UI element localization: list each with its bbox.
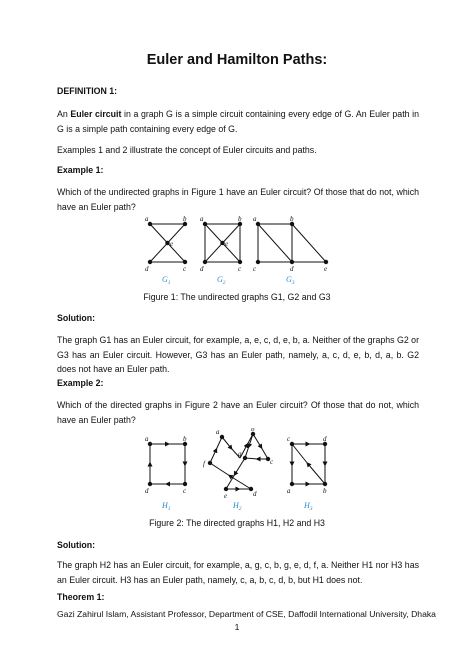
label-c: c — [183, 487, 187, 495]
h2-name: H — [233, 501, 239, 510]
page-footer: Gazi Zahirul Islam, Assistant Professor, Department of CSE, Daffodil International University, Dhaka — [57, 609, 436, 619]
figure1-graphs — [130, 212, 350, 284]
label-c: c — [253, 265, 257, 273]
solution2-heading: Solution: — [57, 540, 96, 550]
h2-sub: 2 — [238, 506, 242, 512]
solution1-text: The graph G1 has an Euler circuit, for example, a, e, c, d, e, b, a. Neither of the graphs G2 or G3 has an Euler circuit. However, G3 has an Euler path, namely, a, c, d, e, b, d, a, b. G2 does not have an Euler path. — [57, 335, 419, 374]
definition-pre: An — [57, 109, 71, 119]
h3-name: H — [304, 501, 310, 510]
svg-text:G1 — [162, 275, 171, 284]
label-e: e — [324, 265, 328, 273]
label-c: c — [238, 265, 242, 273]
graph-h2 — [210, 434, 268, 489]
label-b: b — [183, 215, 187, 223]
graph-names — [161, 501, 313, 512]
h1-name: H — [162, 501, 168, 510]
page-number: 1 — [234, 622, 240, 632]
label-d: d — [323, 435, 327, 443]
g1-name: G — [162, 275, 168, 284]
definition-post: in a graph G is a simple circuit containing every edge of G. An Euler path in G is a simple path containing every edge of G. — [57, 109, 419, 134]
g3-name: G — [286, 275, 292, 284]
label-g: g — [238, 450, 242, 458]
definition-term: Euler circuit — [70, 109, 122, 119]
label-d: d — [253, 490, 257, 498]
label-a: a — [253, 215, 257, 223]
figure2-caption: Figure 2: The directed graphs H1, H2 and H3 — [149, 518, 325, 528]
label-c: c — [287, 435, 291, 443]
svg-text:G3 — [286, 275, 295, 284]
label-b: b — [251, 428, 255, 433]
label-f: f — [203, 460, 205, 468]
label-a: a — [145, 215, 149, 223]
label-b: b — [238, 215, 242, 223]
h3-sub: 3 — [309, 506, 313, 512]
h1-sub: 1 — [167, 506, 171, 512]
definition-text — [57, 107, 419, 136]
svg-text:G2 — [217, 275, 226, 284]
label-d: d — [145, 487, 149, 495]
label-d: d — [200, 265, 204, 273]
svg-text:H3 — [303, 501, 313, 512]
label-c: c — [270, 458, 274, 466]
graph-h3 — [292, 444, 325, 484]
graph-names — [162, 275, 295, 284]
label-b: b — [290, 215, 294, 223]
label-d: d — [290, 265, 294, 273]
graph-g3 — [258, 224, 326, 262]
label-a: a — [287, 487, 291, 495]
label-d: d — [145, 265, 149, 273]
example1-heading: Example 1: — [57, 165, 104, 175]
label-e: e — [224, 492, 228, 500]
figure1-caption: Figure 1: The undirected graphs G1, G2 and G3 — [143, 292, 331, 302]
example2-heading: Example 2: — [57, 378, 104, 388]
example1-text: Which of the undirected graphs in Figure 1 have an Euler circuit? Of those that do not, which have an Euler path? — [57, 187, 419, 212]
label-a: a — [200, 215, 204, 223]
g2-name: G — [217, 275, 223, 284]
graph-h1-vertices — [148, 442, 187, 486]
definition-heading: DEFINITION 1: — [57, 86, 118, 96]
label-c: c — [183, 265, 187, 273]
intro-text: Examples 1 and 2 illustrate the concept of Euler circuits and paths. — [57, 145, 317, 155]
svg-text:H1 — [161, 501, 171, 512]
label-a: a — [145, 435, 149, 443]
label-b: b — [323, 487, 327, 495]
label-b: b — [183, 435, 187, 443]
g2-sub: 2 — [222, 280, 226, 284]
g3-sub: 3 — [291, 280, 295, 284]
label-e: e — [225, 240, 229, 248]
label-a: a — [216, 428, 220, 436]
theorem-heading: Theorem 1: — [57, 592, 105, 602]
solution1-heading: Solution: — [57, 313, 96, 323]
page-title: Euler and Hamilton Paths: — [146, 52, 328, 68]
figure2-graphs — [130, 428, 350, 512]
example2-text: Which of the directed graphs in Figure 2 have an Euler circuit? Of those that do not, which have an Euler path? — [57, 400, 419, 425]
svg-text:H2 — [232, 501, 242, 512]
g1-sub: 1 — [167, 280, 171, 284]
label-e: e — [170, 240, 174, 248]
graph-h1 — [150, 444, 185, 484]
solution2-text: The graph H2 has an Euler circuit, for example, a, g, c, b, g, e, d, f, a. Neither H1 nor H3 has an Euler circuit. H3 has an Euler path, namely, c, a, b, c, d, b, but H1 does not. — [57, 560, 419, 585]
graph-h2-vertices — [208, 432, 270, 491]
